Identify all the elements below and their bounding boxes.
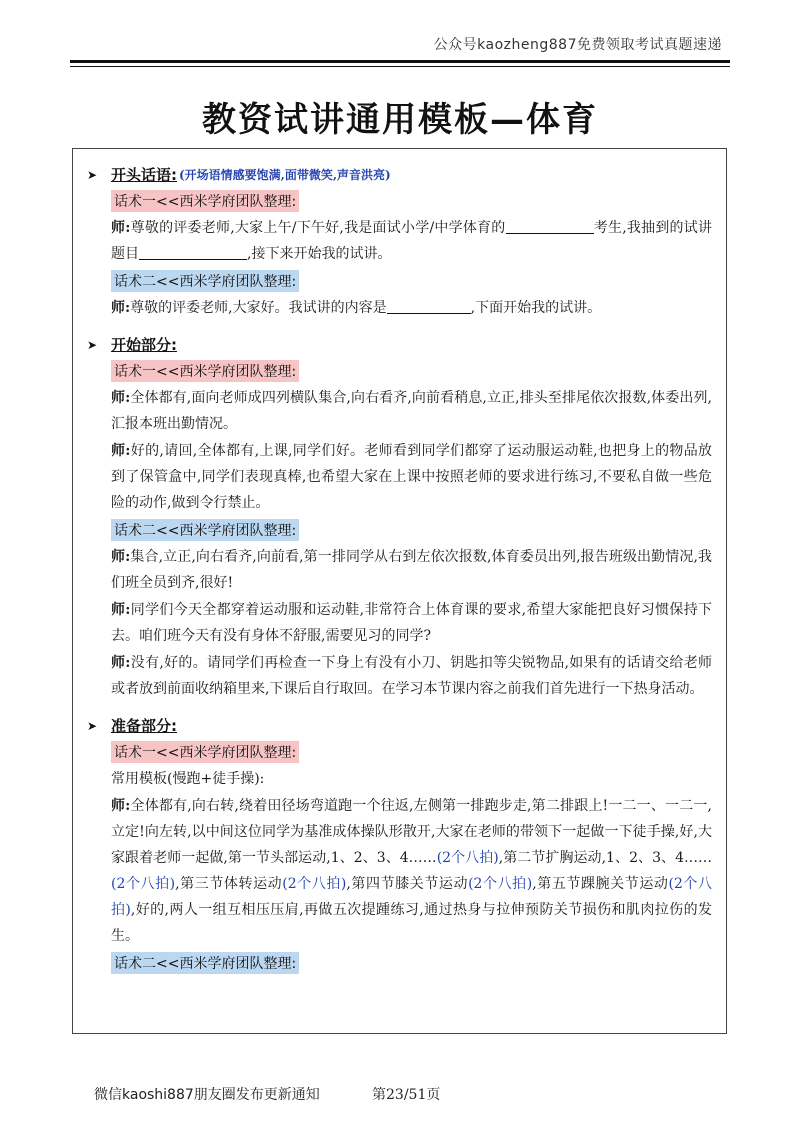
paragraph-text: ,第四节膝关节运动 xyxy=(346,876,469,892)
section-prep-head xyxy=(87,712,712,739)
arrow-bullet-icon: ➤ xyxy=(87,718,98,733)
paragraph-text: 尊敬的评委老师,大家好。我试讲的内容是 xyxy=(130,300,387,316)
speaker-label: 师: xyxy=(111,220,131,236)
tag-row xyxy=(87,358,712,384)
speaker-label: 师: xyxy=(111,390,131,406)
paragraph-text: ,第三节体转运动 xyxy=(175,876,283,892)
page-number: 第23/51页 xyxy=(372,1087,441,1103)
section-opening-head xyxy=(87,161,712,188)
paragraph xyxy=(87,650,712,702)
paragraph-text: 全体都有,面向老师成四列横队集合,向右看齐,向前看稍息,立正,排头至排尾依次报数,体委出列,汇报本班出勤情况。 xyxy=(111,390,713,432)
paragraph-text: 同学们今天全都穿着运动服和运动鞋,非常符合上体育课的要求,希望大家能把良好习惯保持下去。咱们班今天有没有身体不舒服,需要见习的同学? xyxy=(111,602,712,644)
paragraph-text: 尊敬的评委老师,大家上午/下午好,我是面试小学/中学体育的 xyxy=(130,220,506,236)
fill-blank xyxy=(506,217,594,234)
template-label: 常用模板(慢跑+徒手操): xyxy=(111,771,265,787)
paragraph-text: 考生,我抽到的试讲题目 xyxy=(111,220,712,262)
header-note: 公众号kaozheng887免费领取考试真题速递 xyxy=(433,37,722,53)
section-opening-title: 开头话语: xyxy=(111,166,177,184)
beat-count: (2个八拍) xyxy=(436,850,499,866)
script-tag-2: 话术二<<西米学府团队整理: xyxy=(111,952,299,974)
tag-row xyxy=(87,517,712,543)
paragraph xyxy=(87,597,712,649)
speaker-label: 师: xyxy=(111,300,131,316)
beat-count: (2个八拍) xyxy=(111,876,176,892)
speaker-label: 师: xyxy=(111,655,131,671)
paragraph-text: 全体都有,向右转,绕着田径场弯道跑一个往返,左侧第一排跑步走,第二排跟上!一二一、一二一,立定!向左转,以中间这位同学为基准成体操队形散开,大家在老师的带领下一起做一下徒手操,好,大家跟着老师一起做,第一节头部运动,1、2、3、4…… xyxy=(111,798,712,866)
speaker-label: 师: xyxy=(111,602,131,618)
paragraph xyxy=(87,544,712,596)
paragraph xyxy=(87,438,712,516)
tag-row xyxy=(87,268,712,294)
paragraph xyxy=(87,215,712,267)
paragraph-text: ,第二节扩胸运动,1、2、3、4…… xyxy=(498,850,712,866)
speaker-label: 师: xyxy=(111,798,131,814)
beat-count: (2个八拍) xyxy=(468,876,533,892)
tag-row xyxy=(87,739,712,765)
content-box xyxy=(72,148,727,1034)
script-tag-1: 话术一<<西米学府团队整理: xyxy=(111,360,299,382)
script-tag-2: 话术二<<西米学府团队整理: xyxy=(111,519,299,541)
section-start-head xyxy=(87,331,712,358)
script-tag-2: 话术二<<西米学府团队整理: xyxy=(111,270,299,292)
tag-row xyxy=(87,950,712,976)
fill-blank xyxy=(387,297,471,314)
section-start-title: 开始部分: xyxy=(111,336,177,354)
paragraph-text: ,好的,两人一组互相压压肩,再做五次提踵练习,通过热身与拉伸预防关节损伤和肌肉拉伤的发生。 xyxy=(111,902,712,944)
paragraph-text: ,接下来开始我的试讲。 xyxy=(247,246,392,262)
script-tag-1: 话术一<<西米学府团队整理: xyxy=(111,741,299,763)
speaker-label: 师: xyxy=(111,443,131,459)
section-opening-note: (开场语情感要饱满,面带微笑,声音洪亮) xyxy=(179,168,391,182)
paragraph xyxy=(87,295,712,321)
footer-note: 微信kaoshi887朋友圈发布更新通知 xyxy=(94,1087,320,1103)
paragraph-text: ,下面开始我的试讲。 xyxy=(470,300,602,316)
arrow-bullet-icon: ➤ xyxy=(87,337,98,352)
beat-count: (2个八拍) xyxy=(111,876,713,918)
fill-blank xyxy=(139,243,247,260)
paragraph-text: ,第五节踝腕关节运动 xyxy=(532,876,669,892)
beat-count: (2个八拍) xyxy=(282,876,347,892)
paragraph-text: 好的,请回,全体都有,上课,同学们好。老师看到同学们都穿了运动服运动鞋,也把身上的物品放到了保管盒中,同学们表现真棒,也希望大家在上课中按照老师的要求进行练习,不要私自做一些危险的动作,做到令行禁止。 xyxy=(111,443,713,511)
paragraph xyxy=(87,385,712,437)
paragraph-text: 没有,好的。请同学们再检查一下身上有没有小刀、钥匙扣等尖锐物品,如果有的话请交给老师或者放到前面收纳箱里来,下课后自行取回。在学习本节课内容之前我们首先进行一下热身活动。 xyxy=(111,655,712,697)
header-rule-thin xyxy=(70,66,730,67)
paragraph xyxy=(87,793,712,949)
arrow-bullet-icon: ➤ xyxy=(87,167,98,182)
section-prep-title: 准备部分: xyxy=(111,717,177,735)
speaker-label: 师: xyxy=(111,549,131,565)
page-title: 教资试讲通用模板—体育 xyxy=(202,100,598,140)
tag-row xyxy=(87,188,712,214)
header-rule-thick xyxy=(70,60,730,63)
script-tag-1: 话术一<<西米学府团队整理: xyxy=(111,190,299,212)
paragraph-text: 集合,立正,向右看齐,向前看,第一排同学从右到左依次报数,体育委员出列,报告班级出勤情况,我们班全员到齐,很好! xyxy=(111,549,713,591)
